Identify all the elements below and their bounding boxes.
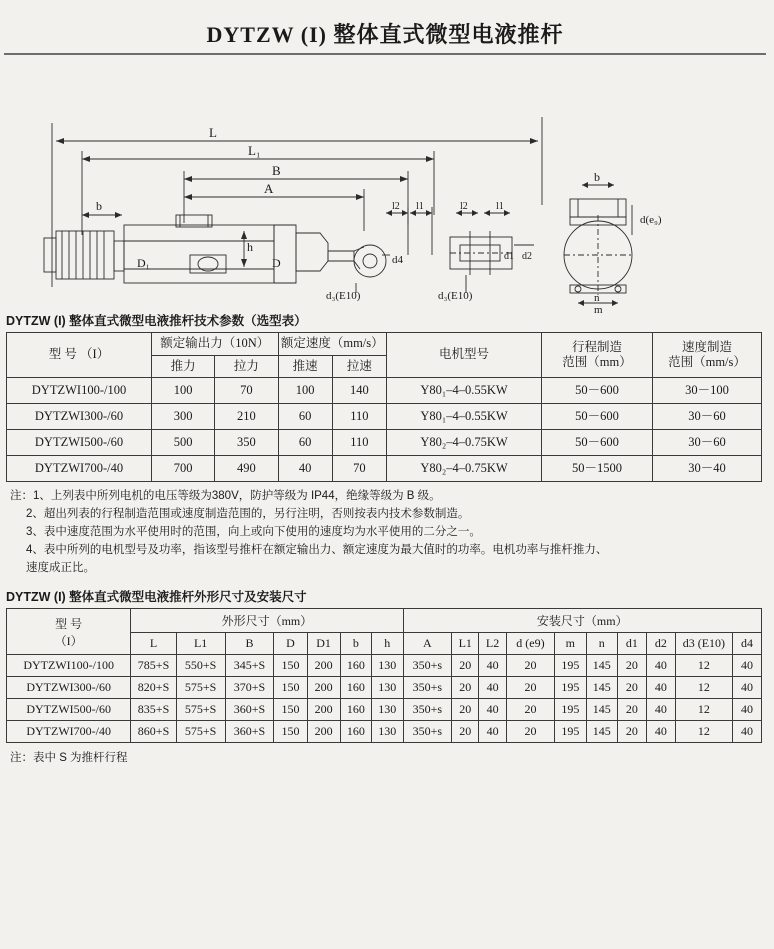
dim-value: 350+s xyxy=(403,655,452,677)
dim-value: 40 xyxy=(646,699,675,721)
dim-col-d1: d1 xyxy=(617,633,646,655)
dim-value: 40 xyxy=(646,655,675,677)
dim-value: 145 xyxy=(586,721,617,743)
spec-note-5: 速度成正比。 xyxy=(26,561,95,574)
dim-value: 20 xyxy=(452,677,479,699)
dim-value: 150 xyxy=(274,699,307,721)
svg-text:D₁: D₁ xyxy=(137,256,150,270)
spec-header-pull-speed: 拉速 xyxy=(332,355,386,378)
dim-value: 550+S xyxy=(176,655,225,677)
dim-value: 160 xyxy=(340,699,371,721)
dim-value: 20 xyxy=(506,699,554,721)
dim-value: 785+S xyxy=(131,655,176,677)
dim-col-d2: d2 xyxy=(646,633,675,655)
spec-stroke: 50－1500 xyxy=(542,456,653,482)
dim-value: 195 xyxy=(555,655,586,677)
spec-header-motor: 电机型号 xyxy=(387,333,542,378)
dim-model: DYTZWI100-/100 xyxy=(7,655,131,677)
table-row xyxy=(7,699,762,721)
spec-push-speed: 60 xyxy=(278,430,332,456)
svg-text:d(e₉): d(e₉) xyxy=(640,214,662,226)
spec-header-rated-output: 额定输出力（10N） xyxy=(152,333,279,356)
spec-push: 100 xyxy=(152,378,215,404)
spec-header-row-1 xyxy=(7,333,762,356)
dim-header-model-line2: （I） xyxy=(54,633,83,648)
dim-value: 195 xyxy=(555,677,586,699)
svg-text:d1: d1 xyxy=(504,251,514,262)
spec-speed: 30－40 xyxy=(653,456,762,482)
speed-range-line2: 范围（mm/s） xyxy=(668,355,746,370)
table-row xyxy=(7,677,762,699)
dim-value: 360+S xyxy=(225,721,274,743)
dim-value: 12 xyxy=(675,655,732,677)
spec-model: DYTZWI300-/60 xyxy=(7,404,152,430)
dim-value: 860+S xyxy=(131,721,176,743)
dim-value: 20 xyxy=(506,655,554,677)
dim-value: 40 xyxy=(732,677,761,699)
dim-value: 40 xyxy=(646,677,675,699)
spec-push: 300 xyxy=(152,404,215,430)
dim-value: 150 xyxy=(274,721,307,743)
spec-motor: Y80₂–4–0.75KW xyxy=(387,456,542,482)
svg-text:b: b xyxy=(96,199,102,213)
svg-text:L: L xyxy=(209,125,217,140)
spec-push-speed: 60 xyxy=(278,404,332,430)
dim-model: DYTZWI300-/60 xyxy=(7,677,131,699)
dim-value: 345+S xyxy=(225,655,274,677)
svg-text:n: n xyxy=(594,292,600,304)
dim-value: 350+s xyxy=(403,721,452,743)
spec-pull: 490 xyxy=(215,456,278,482)
svg-text:l1: l1 xyxy=(416,201,424,212)
dim-col-d-e9: d (e9) xyxy=(506,633,554,655)
spec-note-2: 2、超出列表的行程制造范围或速度制造范围的，另行注明，否则按表内技术参数制造。 xyxy=(26,508,470,521)
table-row xyxy=(7,655,762,677)
spec-model: DYTZWI500-/60 xyxy=(7,430,152,456)
dim-value: 370+S xyxy=(225,677,274,699)
svg-text:m: m xyxy=(594,304,603,316)
dim-value: 195 xyxy=(555,699,586,721)
spec-pull-speed: 140 xyxy=(332,378,386,404)
svg-text:D: D xyxy=(272,256,281,270)
spec-notes xyxy=(10,488,760,577)
svg-text:d₃(E10): d₃(E10) xyxy=(438,290,473,302)
table-row xyxy=(7,721,762,743)
spec-pull: 350 xyxy=(215,430,278,456)
dim-value: 820+S xyxy=(131,677,176,699)
dim-value: 12 xyxy=(675,721,732,743)
dim-value: 575+S xyxy=(176,721,225,743)
spec-motor: Y80₂–4–0.75KW xyxy=(387,430,542,456)
dim-col-h: h xyxy=(372,633,403,655)
dim-col-B: B xyxy=(225,633,274,655)
spec-model: DYTZWI100-/100 xyxy=(7,378,152,404)
svg-text:d2: d2 xyxy=(522,251,532,262)
dim-value: 130 xyxy=(372,699,403,721)
dim-value: 160 xyxy=(340,655,371,677)
dim-model: DYTZWI500-/60 xyxy=(7,699,131,721)
spec-note-1: 注：1、上列表中所列电机的电压等级为380V，防护等级为 IP44，绝缘等级为 B 级。 xyxy=(10,490,441,503)
spec-motor: Y80₁–4–0.55KW xyxy=(387,378,542,404)
dimension-table xyxy=(6,608,762,743)
table-row xyxy=(7,430,762,456)
stroke-range-line2: 范围（mm） xyxy=(562,355,632,370)
spec-header-push: 推力 xyxy=(152,355,215,378)
dim-value: 20 xyxy=(617,721,646,743)
technical-drawing xyxy=(4,55,766,316)
dim-col-n: n xyxy=(586,633,617,655)
speed-range-line1: 速度制造 xyxy=(681,339,732,354)
stroke-range-line1: 行程制造 xyxy=(571,339,622,354)
dim-value: 40 xyxy=(732,721,761,743)
svg-text:h: h xyxy=(247,240,253,254)
drawing-svg xyxy=(4,55,774,316)
dim-value: 20 xyxy=(617,655,646,677)
spec-push-speed: 100 xyxy=(278,378,332,404)
spec-push: 700 xyxy=(152,456,215,482)
dim-value: 130 xyxy=(372,655,403,677)
svg-text:L₁: L₁ xyxy=(248,143,261,158)
dim-value: 200 xyxy=(307,655,340,677)
dim-model: DYTZWI700-/40 xyxy=(7,721,131,743)
spec-header-rated-speed: 额定速度（mm/s） xyxy=(278,333,387,356)
dim-header-row-1 xyxy=(7,609,762,633)
dim-value: 40 xyxy=(646,721,675,743)
spec-speed: 30－60 xyxy=(653,404,762,430)
dim-value: 200 xyxy=(307,721,340,743)
table-row xyxy=(7,456,762,482)
spec-header-pull: 拉力 xyxy=(215,355,278,378)
dim-value: 20 xyxy=(452,655,479,677)
dim-value: 12 xyxy=(675,677,732,699)
table-row xyxy=(7,378,762,404)
dim-value: 150 xyxy=(274,655,307,677)
spec-section-heading: DYTZW (I) 整体直式微型电液推杆技术参数（选型表） xyxy=(6,314,307,328)
spec-note-3: 3、表中速度范围为水平使用时的范围，向上或向下使用的速度均为水平使用的二分之一。 xyxy=(26,525,481,538)
dim-value: 150 xyxy=(274,677,307,699)
dim-col-L1b: L1 xyxy=(452,633,479,655)
dim-value: 20 xyxy=(452,721,479,743)
dim-value: 145 xyxy=(586,699,617,721)
dim-value: 40 xyxy=(479,677,506,699)
dim-note: 注：表中 S 为推杆行程 xyxy=(10,752,128,765)
dim-value: 40 xyxy=(479,655,506,677)
dim-value: 40 xyxy=(732,699,761,721)
page-title: DYTZW (I) 整体直式微型电液推杆 xyxy=(206,22,564,47)
spec-header-speed-range xyxy=(653,333,762,378)
dim-value: 195 xyxy=(555,721,586,743)
dim-col-L2: L2 xyxy=(479,633,506,655)
spec-pull-speed: 70 xyxy=(332,456,386,482)
dim-value: 130 xyxy=(372,721,403,743)
dim-col-A: A xyxy=(403,633,452,655)
dim-value: 20 xyxy=(506,677,554,699)
dim-value: 160 xyxy=(340,721,371,743)
svg-text:d₃(E10): d₃(E10) xyxy=(326,290,361,302)
spec-speed: 30－100 xyxy=(653,378,762,404)
dim-value: 575+S xyxy=(176,699,225,721)
dim-value: 200 xyxy=(307,677,340,699)
dim-col-m: m xyxy=(555,633,586,655)
spec-push: 500 xyxy=(152,430,215,456)
spec-stroke: 50－600 xyxy=(542,404,653,430)
dim-value: 20 xyxy=(617,677,646,699)
spec-push-speed: 40 xyxy=(278,456,332,482)
spec-header-stroke-range xyxy=(542,333,653,378)
dim-header-outline: 外形尺寸（mm） xyxy=(131,609,403,633)
svg-text:l2: l2 xyxy=(460,201,468,212)
dim-col-D1: D1 xyxy=(307,633,340,655)
dim-col-b: b xyxy=(340,633,371,655)
spec-stroke: 50－600 xyxy=(542,378,653,404)
spec-pull: 70 xyxy=(215,378,278,404)
spec-stroke: 50－600 xyxy=(542,430,653,456)
spec-motor: Y80₁–4–0.55KW xyxy=(387,404,542,430)
spec-header-push-speed: 推速 xyxy=(278,355,332,378)
dim-value: 12 xyxy=(675,699,732,721)
spec-speed: 30－60 xyxy=(653,430,762,456)
dim-header-mount: 安装尺寸（mm） xyxy=(403,609,761,633)
spec-pull: 210 xyxy=(215,404,278,430)
spec-table xyxy=(6,332,762,482)
dim-col-D: D xyxy=(274,633,307,655)
dim-value: 40 xyxy=(479,699,506,721)
dim-col-d3: d3 (E10) xyxy=(675,633,732,655)
table-row xyxy=(7,404,762,430)
dim-value: 20 xyxy=(452,699,479,721)
dim-value: 200 xyxy=(307,699,340,721)
svg-text:B: B xyxy=(272,163,281,178)
dim-value: 145 xyxy=(586,655,617,677)
dim-value: 350+s xyxy=(403,699,452,721)
svg-text:d4: d4 xyxy=(392,254,403,266)
dim-header-model-line1: 型 号 xyxy=(55,616,83,631)
dim-value: 835+S xyxy=(131,699,176,721)
dim-value: 20 xyxy=(617,699,646,721)
dim-value: 575+S xyxy=(176,677,225,699)
spec-pull-speed: 110 xyxy=(332,404,386,430)
dim-header-model xyxy=(7,609,131,655)
svg-text:l2: l2 xyxy=(392,201,400,212)
dim-value: 20 xyxy=(506,721,554,743)
svg-text:b: b xyxy=(594,170,600,184)
dim-value: 160 xyxy=(340,677,371,699)
svg-text:A: A xyxy=(264,181,274,196)
dim-value: 40 xyxy=(479,721,506,743)
dim-value: 40 xyxy=(732,655,761,677)
dim-value: 145 xyxy=(586,677,617,699)
spec-note-4: 4、表中所列的电机型号及功率，指该型号推杆在额定输出力、额定速度为最大值时的功率。电机功率与推杆推力、 xyxy=(26,543,608,556)
dim-col-d4: d4 xyxy=(732,633,761,655)
dim-value: 350+s xyxy=(403,677,452,699)
spec-header-model: 型 号 （I） xyxy=(7,333,152,378)
svg-text:l1: l1 xyxy=(496,201,504,212)
dim-value: 130 xyxy=(372,677,403,699)
spec-pull-speed: 110 xyxy=(332,430,386,456)
dim-section-heading: DYTZW (I) 整体直式微型电液推杆外形尺寸及安装尺寸 xyxy=(6,590,307,605)
dim-col-L1: L1 xyxy=(176,633,225,655)
dim-value: 360+S xyxy=(225,699,274,721)
spec-model: DYTZWI700-/40 xyxy=(7,456,152,482)
dim-col-L: L xyxy=(131,633,176,655)
